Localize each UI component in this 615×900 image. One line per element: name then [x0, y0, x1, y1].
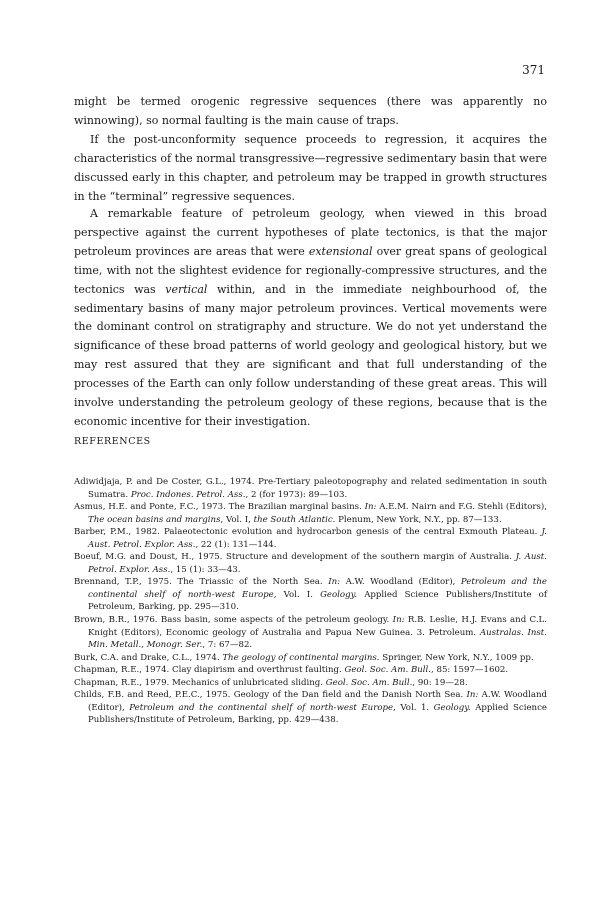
reference-entry: Barber, P.M., 1982. Palaeotectonic evolution and hydrocarbon genesis of the central Exmouth Plateau. J. Aust. Petrol. Explor. Ass., 22 (1): 131—144.	[74, 527, 547, 550]
paragraph: might be termed orogenic regressive sequences (there was apparently no winnowing), so normal faulting is the main cause of traps.	[74, 95, 547, 127]
reference-entry: Brown, B.R., 1976. Bass basin, some aspects of the petroleum geology. In: R.B. Leslie, H.J. Evans and C.L. Knight (Editors), Economic geology of Australia and Papua New Guinea. 3. Petroleum. Australas. Inst. Min. Metall., Monogr. Ser., 7: 67—82.	[74, 615, 547, 651]
text-block-upper	[74, 93, 547, 206]
references-list	[74, 476, 547, 727]
reference-entry: Boeuf, M.G. and Doust, H., 1975. Structure and development of the southern margin of Australia. J. Aust. Petrol. Explor. Ass., 15 (1): 33—43.	[74, 552, 547, 575]
reference-entry: Burk, C.A. and Drake, C.L., 1974. The geology of continental margins. Springer, New York, N.Y., 1009 pp.	[74, 652, 534, 663]
reference-entry: Asmus, H.E. and Ponte, F.C., 1973. The Brazilian marginal basins. In: A.E.M. Nairn and F.G. Stehli (Editors), The ocean basins and margins, Vol. I, the South Atlantic. Plenum, New York, N.Y., pp. 87—133.	[74, 502, 547, 525]
references-heading: REFERENCES	[74, 436, 151, 447]
reference-entry: Brennand, T.P., 1975. The Triassic of the North Sea. In: A.W. Woodland (Editor), Petroleum and the continental shelf of north-west Europe, Vol. I. Geology. Applied Science Publishers/Institute of Petroleum, Barking, pp. 295—310.	[74, 577, 548, 613]
reference-entry: Adiwidjaja, P. and De Coster, G.L., 1974. Pre-Tertiary paleotopography and related sedimentation in south Sumatra. Proc. Indones. Petrol. Ass., 2 (for 1973): 89—103.	[74, 477, 547, 500]
reference-entry: Chapman, R.E., 1974. Clay diapirism and overthrust faulting. Geol. Soc. Am. Bull., 85: 1597—1602.	[74, 665, 509, 676]
reference-entry: Childs, F.B. and Reed, P.E.C., 1975. Geology of the Dan field and the Danish North Sea. In: A.W. Woodland (Editor), Petroleum and the continental shelf of north-west Europe, Vol. 1. Geology. Applied Science Publishers/Institute of Petroleum, Barking, pp. 429—438.	[74, 690, 548, 726]
page-number: 371	[522, 63, 545, 77]
text-block-main	[74, 205, 547, 432]
reference-entry: Chapman, R.E., 1979. Mechanics of unlubricated sliding. Geol. Soc. Am. Bull., 90: 19—28.	[74, 677, 468, 688]
paragraph: If the post-unconformity sequence proceeds to regression, it acquires the characteristics of the normal transgressive—regressive sedimentary basin that were discussed early in this chapter, and petroleum may be trapped in growth structures in the “terminal” regressive sequences.	[74, 132, 547, 203]
paragraph: A remarkable feature of petroleum geology, when viewed in this broad perspective against the current hypotheses of plate tectonics, is that the major petroleum provinces are areas that were extensional over great spans of geological time, with not the slightest evidence for regionally-compressive structures, and the tectonics was vertical within, and in the immediate neighbourhood of, the sedimentary basins of many major petroleum provinces. Vertical movements were the dominant control on stratigraphy and structure. We do not yet understand the significance of these broad patterns of world geology and geological history, but we may rest assured that they are significant and that full understanding of the processes of the Earth can only follow understanding of these great areas. This will involve understanding the petroleum geology of these regions, because that is the economic incentive for their investigation.	[74, 207, 548, 428]
